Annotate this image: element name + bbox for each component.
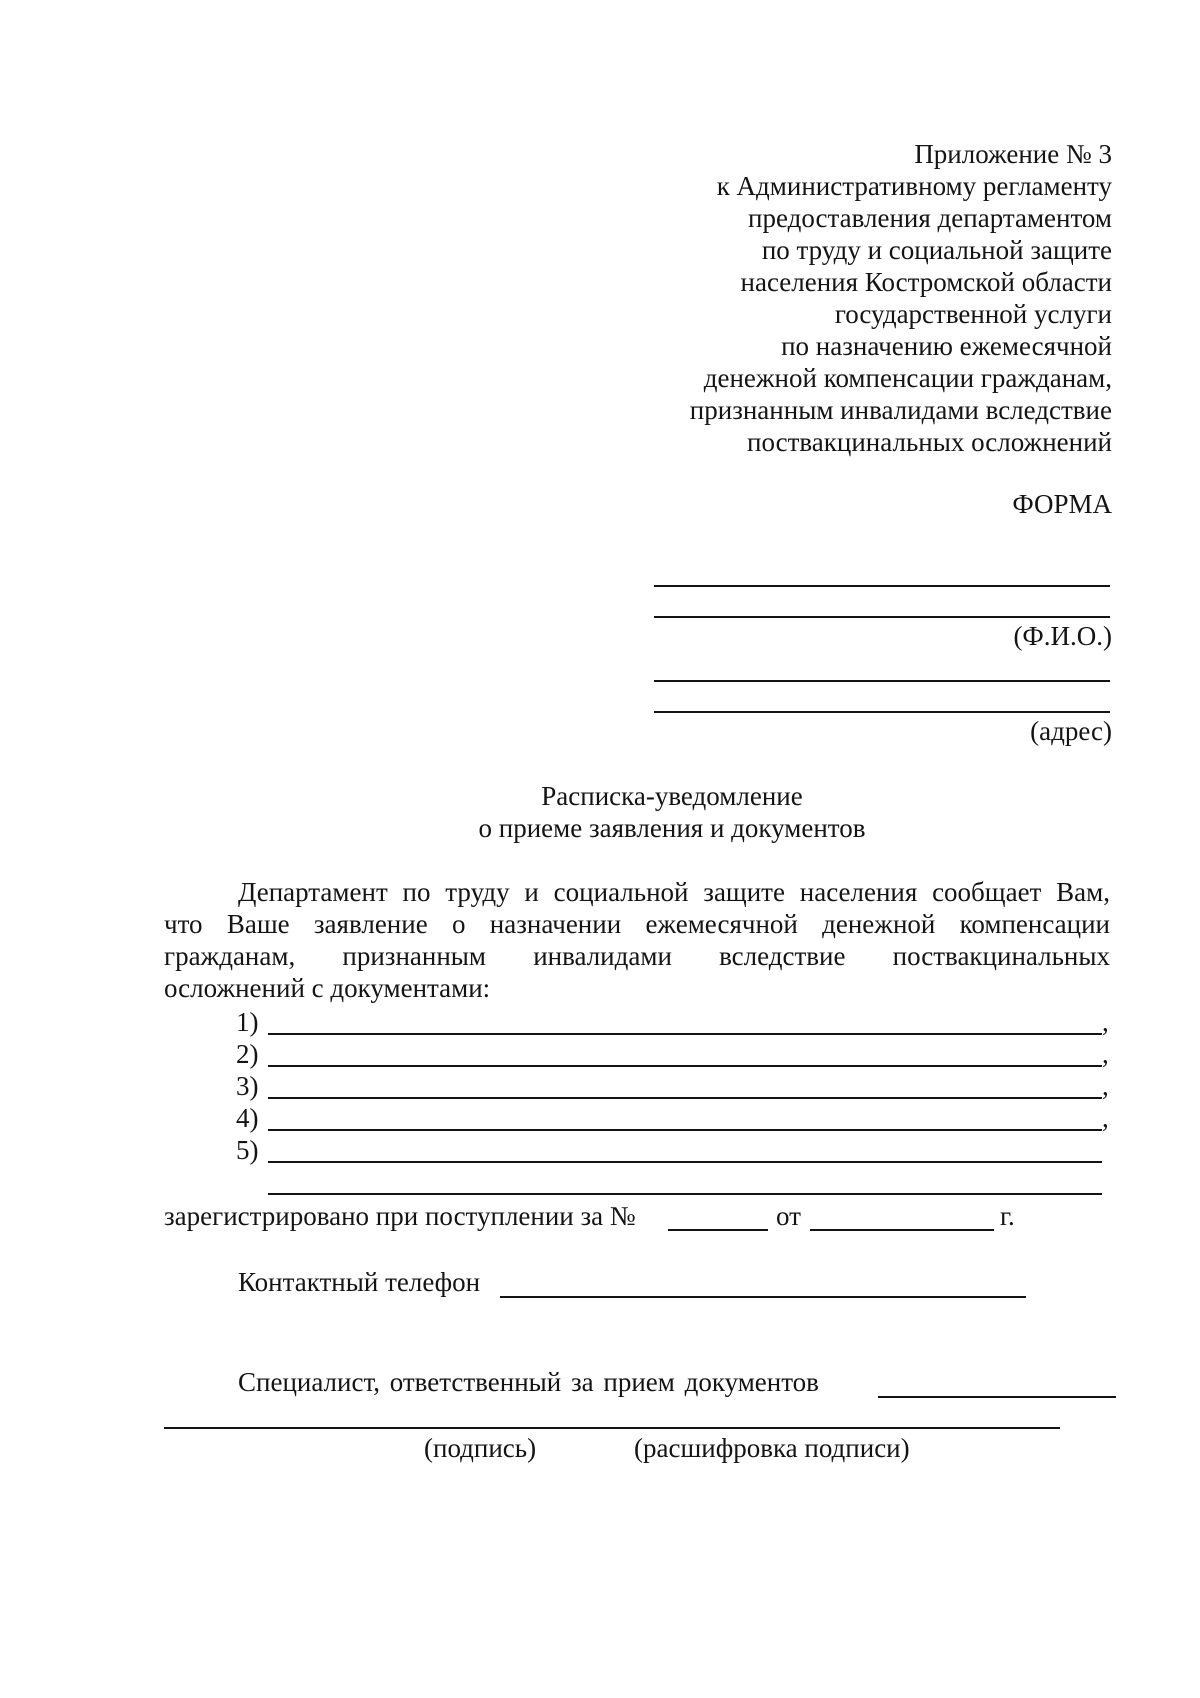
document-number: 2) [236,1039,259,1069]
document-comma: , [1102,1071,1109,1101]
fio-line-1[interactable] [654,585,1110,587]
paragraph-line-4: осложнений с документами: [164,973,491,1003]
paragraph-line-1: Департамент по труду и социальной защите населения сообщает Вам, [238,877,1110,907]
document-line-1[interactable] [268,1033,1102,1035]
document-number: 4) [236,1103,259,1133]
phone-field[interactable] [500,1296,1026,1298]
document-line-5[interactable] [268,1161,1102,1163]
document-line-extra[interactable] [268,1193,1102,1195]
header-line-3: предоставления департаментом [748,203,1112,233]
header-line-8: денежной компенсации гражданам, [703,363,1112,393]
document-line-4[interactable] [268,1129,1102,1131]
header-line-6: государственной услуги [834,299,1112,329]
registered-text: зарегистрировано при поступлении за № [164,1201,636,1231]
header-line-4: по труду и социальной защите [761,235,1112,265]
document-comma: , [1102,1103,1109,1133]
from-text: от [776,1201,801,1231]
phone-label: Контактный телефон [238,1267,481,1297]
decoding-caption: (расшифровка подписи) [634,1433,910,1463]
form-label: ФОРМА [1012,489,1112,519]
header-line-5: населения Костромской области [740,267,1112,297]
specialist-signature-field[interactable] [878,1396,1116,1398]
title-line-1: Расписка-уведомление [541,781,803,811]
fio-line-2[interactable] [654,616,1110,618]
header-line-7: по назначению ежемесячной [781,331,1112,361]
document-line-3[interactable] [268,1097,1102,1099]
specialist-label: Специалист, ответственный за прием документов [238,1367,819,1397]
header-line-2: к Административному регламенту [716,171,1112,201]
document-comma: , [1102,1007,1109,1037]
address-line-1[interactable] [654,680,1110,682]
header-line-1: Приложение № 3 [914,139,1112,169]
document-number: 3) [236,1071,259,1101]
header-line-9: признанным инвалидами вследствие [689,395,1112,425]
year-text: г. [1000,1201,1015,1231]
specialist-name-field[interactable] [164,1427,1060,1429]
document-comma: , [1102,1039,1109,1069]
header-line-10: поствакцинальных осложнений [747,427,1112,457]
paragraph-line-3: гражданам, признанным инвалидами вследствие поствакцинальных [164,941,1110,971]
registration-date-field[interactable] [810,1229,994,1231]
paragraph-line-2: что Ваше заявление о назначении ежемесячной денежной компенсации [164,909,1110,939]
address-line-2[interactable] [654,711,1110,713]
document-line-2[interactable] [268,1065,1102,1067]
signature-caption: (подпись) [424,1433,537,1463]
document-number: 1) [236,1007,259,1037]
title-line-2: о приеме заявления и документов [478,813,866,843]
document-number: 5) [236,1135,259,1165]
address-caption: (адрес) [1030,716,1112,746]
registration-number-field[interactable] [668,1229,768,1231]
fio-caption: (Ф.И.О.) [1013,621,1112,651]
